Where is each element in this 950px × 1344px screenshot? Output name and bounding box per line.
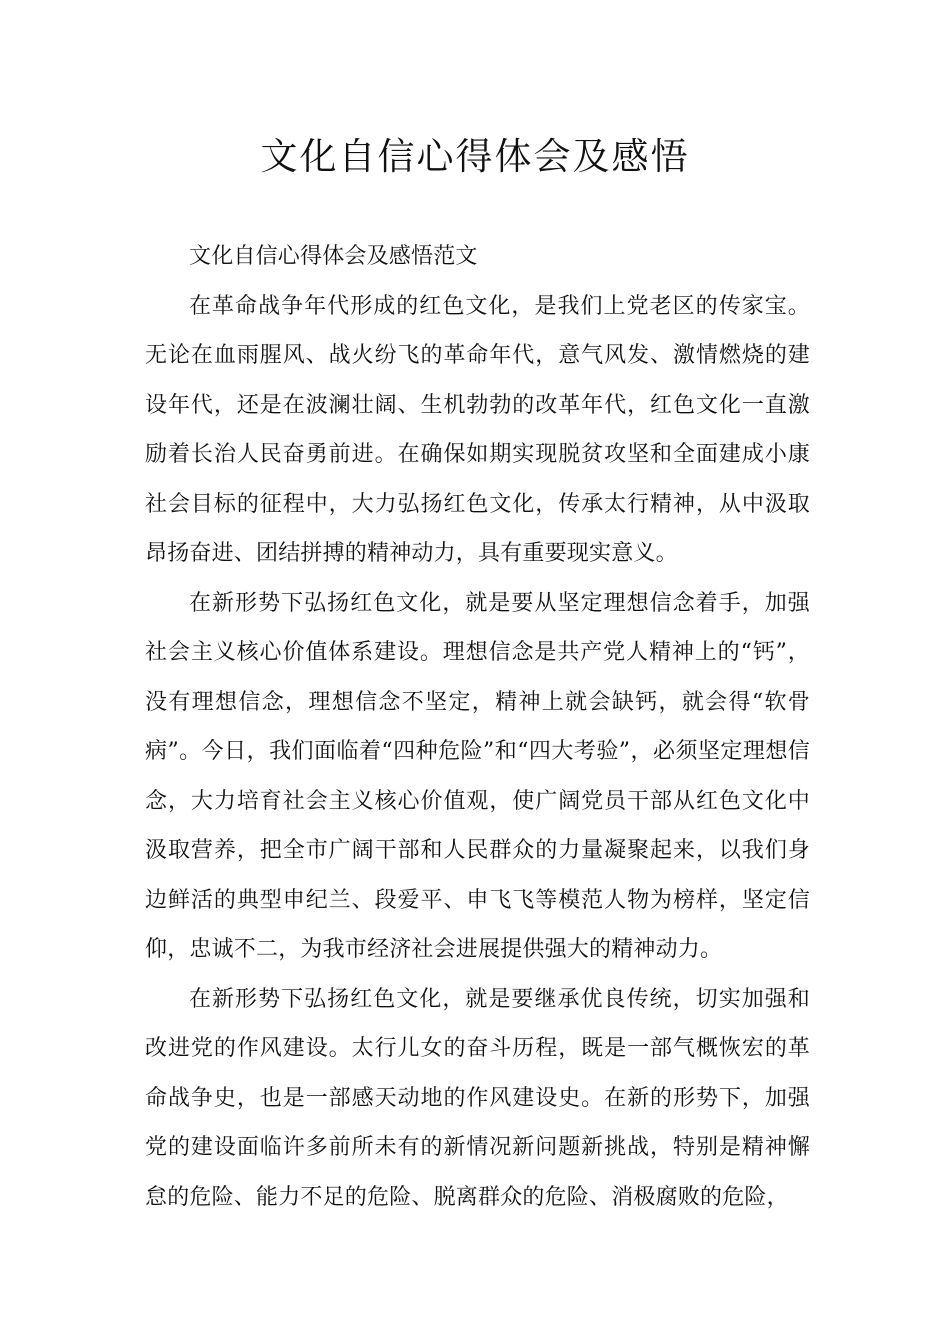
- document-body: [145, 232, 810, 1222]
- paragraph: 在革命战争年代形成的红色文化，是我们上党老区的传家宝。无论在血雨腥风、战火纷飞的革命年代，意气风发、激情燃烧的建设年代，还是在波澜壮阔、生机勃勃的改革年代，红色文化一直激励着长治人民奋勇前进。在确保如期实现脱贫攻坚和全面建成小康社会目标的征程中，大力弘扬红色文化，传承太行精神，从中汲取昂扬奋进、团结拼搏的精神动力，具有重要现实意义。: [145, 293, 810, 566]
- document-title: 文化自信心得体会及感悟: [260, 135, 690, 178]
- paragraph: 在新形势下弘扬红色文化，就是要继承优良传统，切实加强和改进党的作风建设。太行儿女的奋斗历程，既是一部气概恢宏的革命战争史，也是一部感天动地的作风建设史。在新的形势下，加强党的建设面临许多前所未有的新情况新问题新挑战，特别是精神懈怠的危险、能力不足的危险、脱离群众的危险、消极腐败的危险，: [145, 986, 810, 1210]
- paragraph: 在新形势下弘扬红色文化，就是要从坚定理想信念着手，加强社会主义核心价值体系建设。理想信念是共产党人精神上的“钙”，没有理想信念，理想信念不坚定，精神上就会缺钙，就会得“软骨病”。今日，我们面临着“四种危险”和“四大考验”，必须坚定理想信念，大力培育社会主义核心价值观，使广阔党员干部从红色文化中汲取营养，把全市广阔干部和人民群众的力量凝聚起来，以我们身边鲜活的典型申纪兰、段爱平、申飞飞等模范人物为榜样，坚定信仰，忠诚不二，为我市经济社会进展提供强大的精神动力。: [145, 590, 810, 962]
- paragraph-subtitle: 文化自信心得体会及感悟范文: [189, 244, 478, 269]
